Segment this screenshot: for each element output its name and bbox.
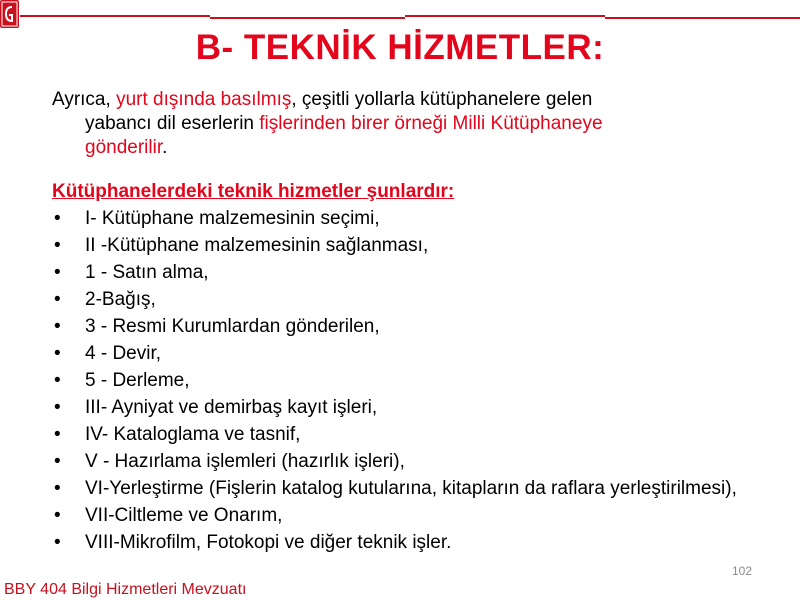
list-item-text: IV- Kataloglama ve tasnif, <box>85 424 301 445</box>
list-item-text: 5 - Derleme, <box>85 370 190 391</box>
list-item <box>52 505 752 527</box>
list-item <box>52 424 752 446</box>
bullet-icon: • <box>54 478 61 499</box>
slide-title: B- TEKNİK HİZMETLER: <box>195 28 605 67</box>
header-rule-2 <box>210 17 405 19</box>
intro-text-1: Ayrıca, <box>52 89 117 110</box>
intro-text-4: . <box>162 137 168 158</box>
list-item-text: III- Ayniyat ve demirbaş kayıt işleri, <box>85 397 378 418</box>
list-item <box>52 208 752 230</box>
list-item <box>52 532 752 554</box>
bullet-icon: • <box>54 316 61 337</box>
bullet-icon: • <box>54 343 61 364</box>
list-item <box>52 235 752 257</box>
header-rule-3 <box>405 15 605 17</box>
header-rule-1 <box>20 15 210 17</box>
bullet-icon: • <box>54 424 61 445</box>
list-item <box>52 370 752 392</box>
list-item <box>52 316 752 338</box>
list-item-text: 1 - Satın alma, <box>85 262 209 283</box>
bullet-icon: • <box>54 262 61 283</box>
intro-line-2 <box>52 112 752 136</box>
list-item-text: I- Kütüphane malzemesinin seçimi, <box>85 208 380 229</box>
list-item-text: VIII-Mikrofilm, Fotokopi ve diğer teknik işler. <box>85 532 452 553</box>
list-item <box>52 343 752 365</box>
list-item-text: II -Kütüphane malzemesinin sağlanması, <box>85 235 429 256</box>
bullet-icon: • <box>54 235 61 256</box>
services-list <box>52 208 752 559</box>
list-item-text: VI-Yerleştirme (Fişlerin katalog kutularına, kitapların da raflara yerleştirilmesi), <box>85 478 737 499</box>
list-item-text: 2-Bağış, <box>85 289 156 310</box>
intro-text-3: yabancı dil eserlerin <box>85 113 260 134</box>
university-logo-icon <box>0 0 19 28</box>
page-number: 102 <box>731 564 752 578</box>
intro-highlight-1: yurt dışında basılmış <box>116 89 292 110</box>
list-item <box>52 289 752 311</box>
bullet-icon: • <box>54 451 61 472</box>
list-item <box>52 262 752 284</box>
list-item-text: 3 - Resmi Kurumlardan gönderilen, <box>85 316 380 337</box>
intro-highlight-2: fişlerinden birer örneği Milli Kütüphaneye <box>259 113 603 134</box>
intro-paragraph <box>52 88 752 160</box>
bullet-icon: • <box>54 370 61 391</box>
header-rule-4 <box>605 17 800 19</box>
list-item <box>52 397 752 419</box>
bullet-icon: • <box>54 397 61 418</box>
bullet-icon: • <box>54 505 61 526</box>
intro-text-2: , çeşitli yollarla kütüphanelere gelen <box>291 89 593 110</box>
list-item <box>52 478 752 500</box>
list-item-text: 4 - Devir, <box>85 343 162 364</box>
bullet-icon: • <box>54 289 61 310</box>
intro-line-3 <box>52 136 752 160</box>
list-item <box>52 451 752 473</box>
section-heading: Kütüphanelerdeki teknik hizmetler şunlardır: <box>52 181 455 202</box>
bullet-icon: • <box>54 208 61 229</box>
bullet-icon: • <box>54 532 61 553</box>
list-item-text: V - Hazırlama işlemleri (hazırlık işleri), <box>85 451 405 472</box>
intro-highlight-3: gönderilir <box>85 137 163 158</box>
footer-course-title: BBY 404 Bilgi Hizmetleri Mevzuatı <box>4 581 247 598</box>
list-item-text: VII-Ciltleme ve Onarım, <box>85 505 283 526</box>
